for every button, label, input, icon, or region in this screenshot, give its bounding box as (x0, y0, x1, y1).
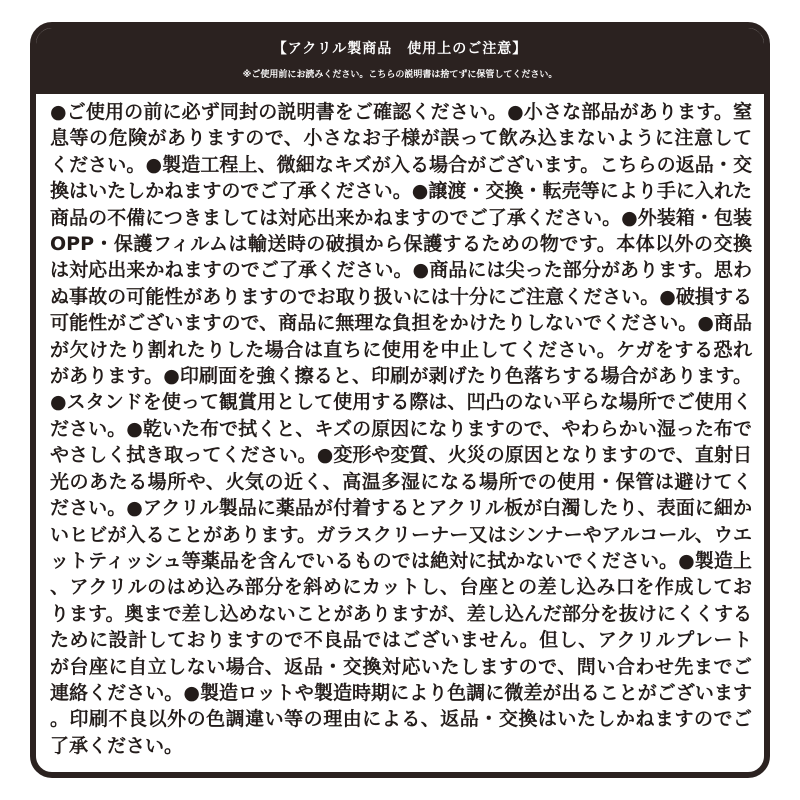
caution-label-card (30, 22, 770, 778)
caution-body-text: ●ご使用の前に必ず同封の説明書をご確認ください。●小さな部品があります。窒息等の危険がありますので、小さなお子様が誤って飲み込まないように注意してください。●製造工程上、微細なキズが入る場合がございます。こちらの返品・交換はいたしかねますのでご了承ください。●譲渡・交換・転売等により手に入れた商品の不備につきましては対応出来かねますのでご了承ください。●外装箱・包装OPP・保護フィルムは輸送時の破損から保護するための物です。本体以外の交換は対応出来かねますのでご了承ください。●商品には尖った部分があります。思わぬ事故の可能性がありますのでお取り扱いには十分にご注意ください。●破損する可能性がございますので、商品に無理な負担をかけたりしないでください。●商品が欠けたり割れたりした場合は直ちに使用を中止してください。ケガをする恐れがあります。●印刷面を強く擦ると、印刷が剥げたり色落ちする場合があります。●スタンドを使って観賞用として使用する際は、凹凸のない平らな場所でご使用ください。●乾いた布で拭くと、キズの原因になりますので、やわらかい湿った布でやさしく拭き取ってください。●変形や変質、火災の原因となりますので、直射日光のあたる場所や、火気の近く、高温多湿になる場所での使用・保管は避けてください。●アクリル製品に薬品が付着するとアクリル板が白濁したり、表面に細かいヒビが入ることがあります。ガラスクリーナー又はシンナーやアルコール、ウエットティッシュ等薬品を含んでいるものでは絶対に拭かないでください。●製造上、アクリルのはめ込み部分を斜めにカットし、台座との差し込み口を作成しております。奥まで差し込めないことがありますが、差し込んだ部分を抜けにくくするために設計しておりますので不良品ではございません。但し、アクリルプレートが台座に自立しない場合、返品・交換対応いたしますので、問い合わせ先までご連絡ください。●製造ロットや製造時期により色調に微差が出ることがございます。印刷不良以外の色調違い等の理由による、返品・交換はいたしかねますのでご了承ください。 (50, 101, 752, 757)
caution-header (36, 28, 764, 94)
caution-title: 【アクリル製商品 使用上のご注意】 (272, 41, 528, 57)
caution-subtitle: ※ご使用前にお読みください。こちらの説明書は捨てずに保管してください。 (242, 70, 558, 80)
